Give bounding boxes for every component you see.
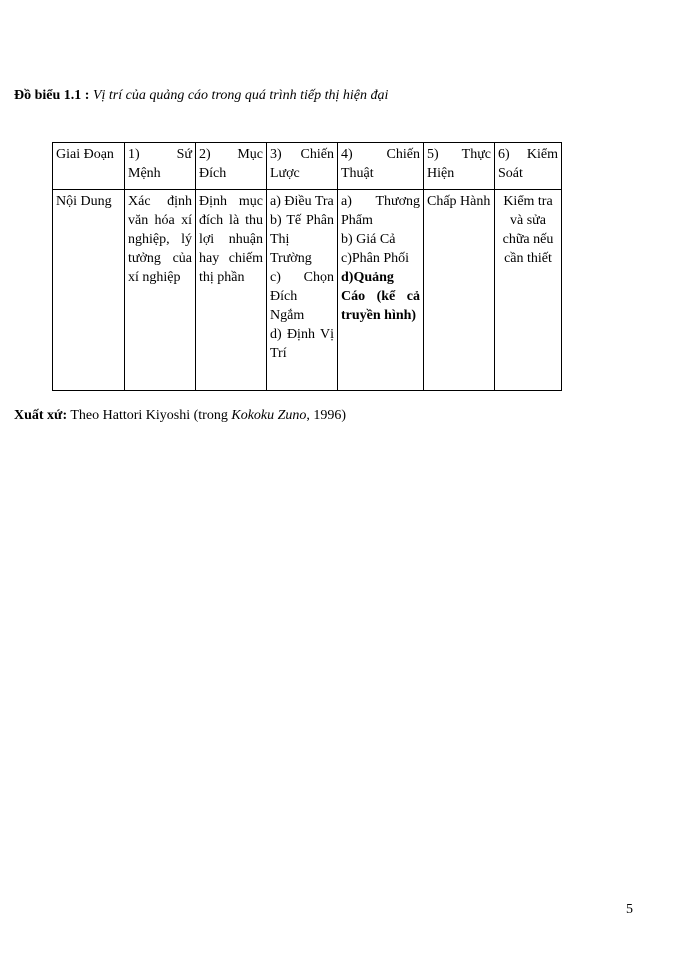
caption-text: Vị trí của quảng cáo trong quá trình tiếp thị hiện đại	[92, 88, 389, 103]
stage-header-strategy: 3) Chiến Lược	[267, 143, 338, 190]
stage-header-objective: 2) Mục Đích	[196, 143, 267, 190]
page-number: 5	[626, 902, 633, 917]
content-strategy-item: a) Điều Tra	[270, 194, 334, 209]
content-control	[495, 190, 562, 391]
content-control-text: Kiểm tra và sửa chữa nếu cần thiết	[502, 194, 554, 266]
content-execution-text: Chấp Hành	[427, 194, 491, 209]
stage-header-mission: 1) Sứ Mệnh	[125, 143, 196, 190]
content-tactics-item: c)Phân Phối	[341, 251, 410, 266]
content-tactics-item: b) Giá Cả	[341, 232, 396, 247]
caption-label: Đồ biểu 1.1 :	[14, 88, 90, 103]
content-tactics-item: a) Thương Phẩm	[341, 194, 420, 228]
content-mission	[125, 190, 196, 391]
content-strategy-item: d) Định Vị Trí	[270, 327, 334, 361]
marketing-process-table	[52, 142, 562, 391]
source-line	[14, 408, 346, 424]
stage-header-tactics: 4) Chiến Thuật	[338, 143, 424, 190]
source-book-title: Kokoku Zuno	[231, 408, 307, 423]
row-header-content: Nội Dung	[53, 190, 125, 391]
source-label: Xuất xứ:	[14, 408, 68, 423]
content-objective-text: Định mục đích là thu lợi nhuận hay chiếm thị phần	[199, 194, 263, 285]
content-mission-text: Xác định văn hóa xí nghiệp, lý tưởng của xí nghiệp	[128, 194, 192, 285]
content-strategy	[267, 190, 338, 391]
table-content-row	[53, 190, 562, 391]
content-strategy-item: b) Tế Phân Thị Trường	[270, 213, 334, 266]
table-header-row	[53, 143, 562, 190]
stage-header-execution: 5) Thực Hiện	[424, 143, 495, 190]
source-text-after: , 1996)	[306, 408, 347, 423]
content-tactics	[338, 190, 424, 391]
figure-caption	[14, 88, 388, 104]
content-objective	[196, 190, 267, 391]
source-text-before: Theo Hattori Kiyoshi (trong	[70, 408, 228, 423]
stage-header-control: 6) Kiểm Soát	[495, 143, 562, 190]
content-execution	[424, 190, 495, 391]
content-strategy-item: c) Chọn Đích Ngắm	[270, 270, 334, 323]
content-tactics-item-advertising: d)Quảng Cáo (kể cả truyền hình)	[341, 270, 420, 323]
row-header-stage: Giai Đoạn	[53, 143, 125, 190]
